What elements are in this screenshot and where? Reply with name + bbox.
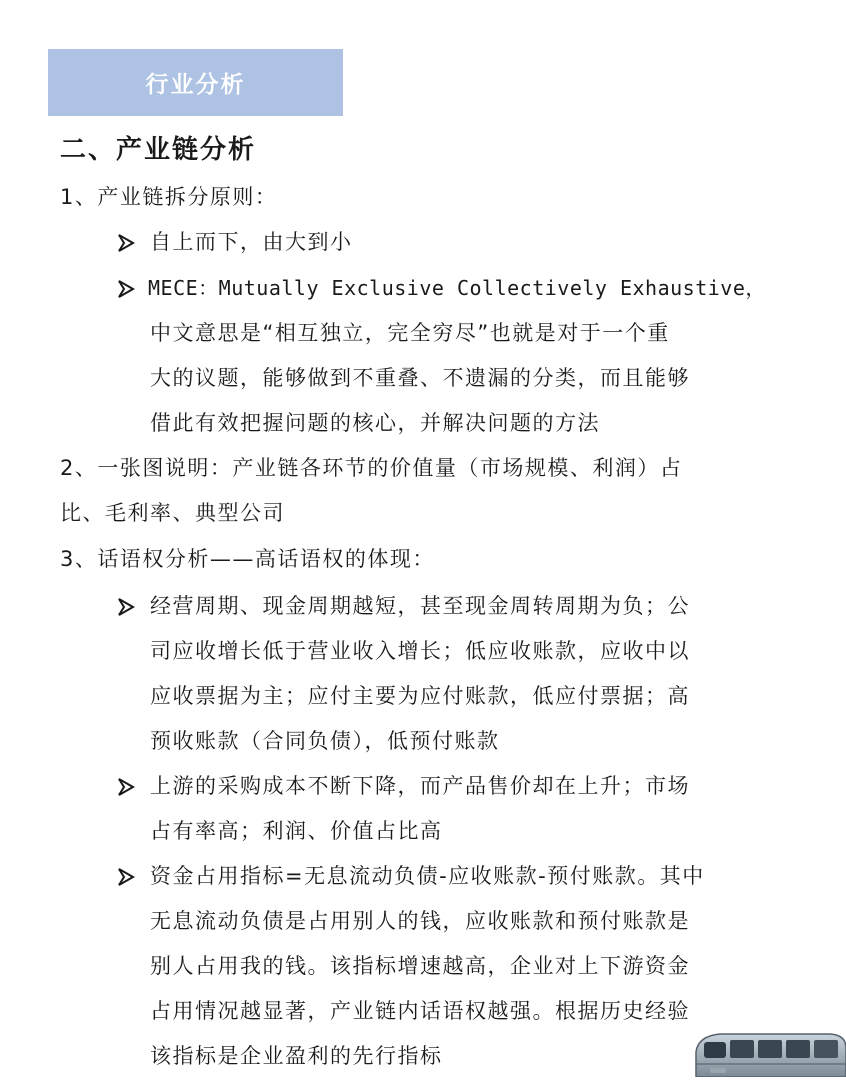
item3-bullet1-line: 预收账款（合同负债），低预付账款 xyxy=(150,729,500,753)
item3-bullet3-line: 资金占用指标=无息流动负债-应收账款-预付账款。其中 xyxy=(150,864,705,888)
item1-bullet2-line: 大的议题，能够做到不重叠、不遗漏的分类，而且能够 xyxy=(150,366,690,390)
arrowhead-bullet-icon xyxy=(115,278,137,300)
item2-line: 2、一张图说明：产业链各环节的价值量（市场规模、利润）占 xyxy=(60,456,683,480)
section-title: 二、产业链分析 xyxy=(60,135,257,165)
item3-bullet2-line: 占有率高；利润、价值占比高 xyxy=(150,819,443,843)
arrowhead-bullet-icon xyxy=(115,232,137,254)
item3-bullet3-line: 无息流动负债是占用别人的钱，应收账款和预付账款是 xyxy=(150,909,690,933)
item1-heading: 1、产业链拆分原则： xyxy=(60,185,278,209)
header-banner xyxy=(48,49,343,116)
item1-bullet1-line: 自上而下，由大到小 xyxy=(150,230,353,254)
arrowhead-bullet-icon xyxy=(115,776,137,798)
item3-bullet3-line: 该指标是企业盈利的先行指标 xyxy=(150,1044,443,1068)
item3-bullet3-line: 占用情况越显著，产业链内话语权越强。根据历史经验 xyxy=(150,999,690,1023)
item3-bullet2-line: 上游的采购成本不断下降，而产品售价却在上升；市场 xyxy=(150,774,690,798)
item3-bullet1-line: 司应收增长低于营业收入增长；低应收账款，应收中以 xyxy=(150,639,690,663)
item1-bullet2-line: 借此有效把握问题的核心，并解决问题的方法 xyxy=(150,411,600,435)
banner-label: 行业分析 xyxy=(145,71,246,98)
item2-line: 比、毛利率、典型公司 xyxy=(60,501,285,525)
vintage-van-image xyxy=(690,1030,846,1077)
arrowhead-bullet-icon xyxy=(115,596,137,618)
item3-bullet1-line: 经营周期、现金周期越短，甚至现金周转周期为负；公 xyxy=(150,594,690,618)
item1-bullet2-line: MECE：Mutually Exclusive Collectively Exhaustive， xyxy=(148,276,766,300)
item3-bullet1-line: 应收票据为主；应付主要为应付账款，低应付票据；高 xyxy=(150,684,690,708)
item3-heading: 3、话语权分析——高话语权的体现： xyxy=(60,547,435,571)
item1-bullet2-line: 中文意思是“相互独立，完全穷尽”也就是对于一个重 xyxy=(150,321,670,345)
arrowhead-bullet-icon xyxy=(115,866,137,888)
item3-bullet3-line: 别人占用我的钱。该指标增速越高，企业对上下游资金 xyxy=(150,954,690,978)
